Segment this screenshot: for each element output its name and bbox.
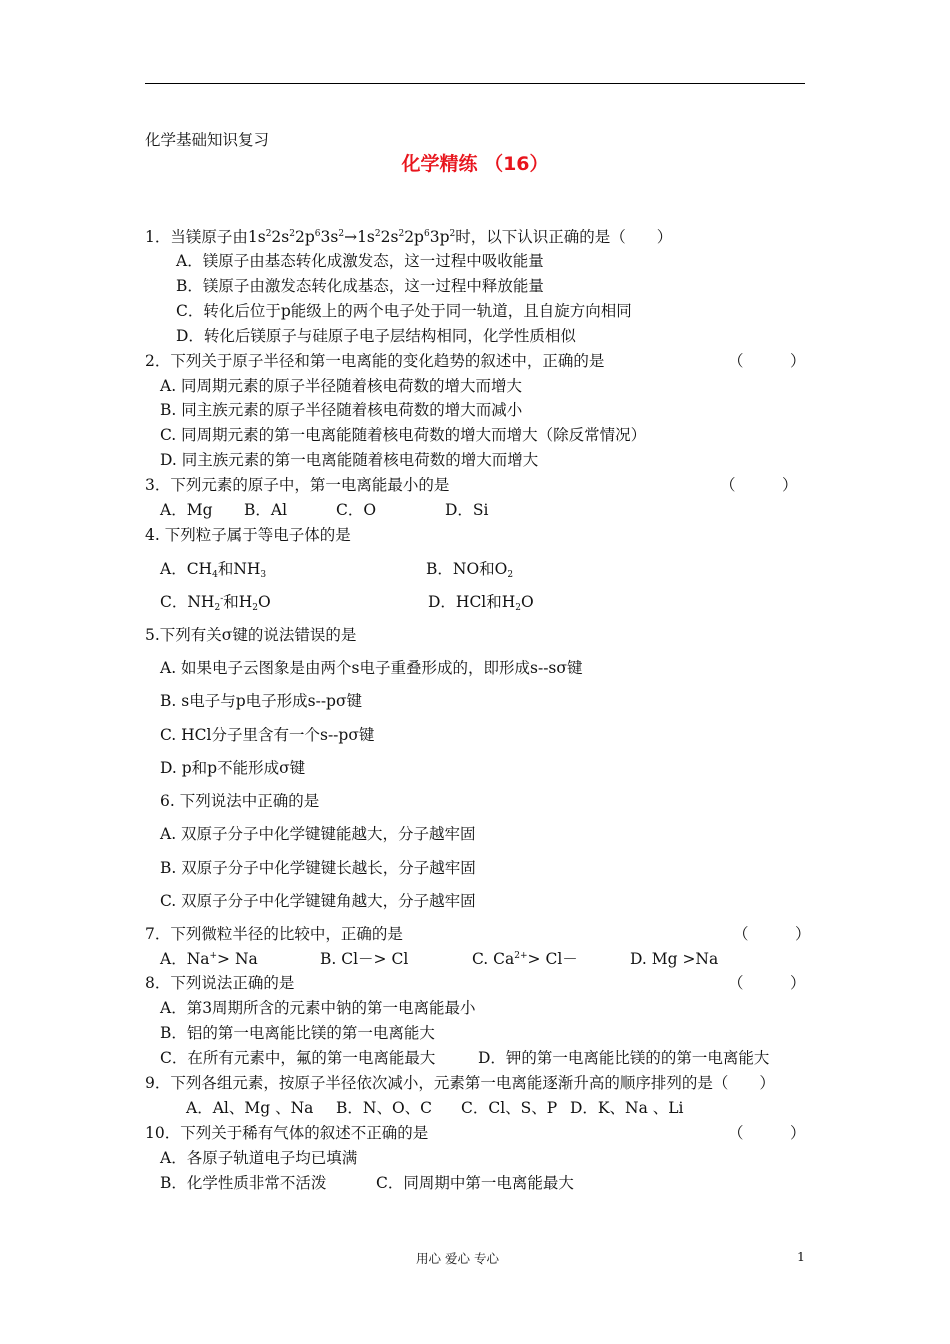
q1-option-c: C．转化后位于p能级上的两个电子处于同一轨道，且自旋方向相同 [176, 302, 632, 320]
q3-answer-paren: （ ） [720, 476, 798, 494]
header-rule [145, 83, 805, 84]
q3-option-a: A．Mg [160, 501, 213, 519]
q5-stem: 5.下列有关σ键的说法错误的是 [145, 626, 357, 644]
q9-stem: 9．下列各组元素，按原子半径依次减小，元素第一电离能逐渐升高的顺序排列的是（ ） [145, 1074, 775, 1092]
q3-option-d: D．Si [445, 501, 489, 519]
q2-option-b: B. 同主族元素的原子半径随着核电荷数的增大而减小 [160, 401, 523, 419]
q10-answer-paren: （ ） [728, 1124, 806, 1142]
q9-option-a: A．Al、Mg 、Na [186, 1099, 314, 1117]
q5-option-d: D. p和p不能形成σ键 [160, 759, 306, 777]
q10-option-c: C．同周期中第一电离能最大 [376, 1174, 574, 1192]
q4-stem: 4. 下列粒子属于等电子体的是 [145, 526, 351, 544]
q7-option-d: D. Mg >Na [630, 950, 719, 968]
footer-motto: 用心 爱心 专心 [416, 1251, 499, 1266]
q8-option-b: B．铝的第一电离能比镁的第一电离能大 [160, 1024, 435, 1042]
q7-stem: 7．下列微粒半径的比较中，正确的是 [145, 925, 403, 943]
q3-option-b: B．Al [244, 501, 288, 519]
q5-option-c: C. HCl分子里含有一个s--pσ键 [160, 726, 375, 744]
q2-stem: 2．下列关于原子半径和第一电离能的变化趋势的叙述中，正确的是 [145, 352, 605, 370]
q8-option-d: D．钾的第一电离能比镁的的第一电离能大 [478, 1049, 770, 1067]
q6-option-a: A. 双原子分子中化学键键能越大，分子越牢固 [160, 825, 476, 843]
q3-option-c: C．O [336, 501, 377, 519]
q7-option-a: A．Na+> Na [160, 950, 258, 968]
q6-option-b: B. 双原子分子中化学键键长越长，分子越牢固 [160, 859, 476, 877]
q10-option-b: B．化学性质非常不活泼 [160, 1174, 327, 1192]
q2-option-d: D. 同主族元素的第一电离能随着核电荷数的增大而增大 [160, 451, 539, 469]
q10-option-a: A．各原子轨道电子均已填满 [160, 1149, 358, 1167]
q3-stem: 3．下列元素的原子中，第一电离能最小的是 [145, 476, 450, 494]
q5-option-b: B. s电子与p电子形成s--pσ键 [160, 692, 363, 710]
q4-option-d: D．HCl和$H_2O$ [428, 593, 534, 613]
q4-option-a: A．$CH_4$和$NH_3$ [160, 560, 267, 580]
q4-option-c: C．$NH_2^-$和$H_2O$ [160, 593, 271, 613]
q1-stem: 1．当镁原子由$1s^22s^22p^63s^2\to 1s^22s^22p^63p^2$时，以下认识正确的是（ ） [145, 228, 673, 246]
page-title: 化学精练 （16） [401, 153, 549, 175]
q1-option-b: B．镁原子由激发态转化成基态，这一过程中释放能量 [176, 277, 544, 295]
q4-option-b: B．NO和$O_2$ [426, 560, 514, 580]
q6-option-c: C. 双原子分子中化学键键角越大，分子越牢固 [160, 892, 476, 910]
subject-heading: 化学基础知识复习 [145, 131, 270, 149]
q5-option-a: A. 如果电子云图象是由两个s电子重叠形成的，即形成s--sσ键 [160, 659, 583, 677]
q2-option-a: A. 同周期元素的原子半径随着核电荷数的增大而增大 [160, 377, 523, 395]
q6-stem: 6. 下列说法中正确的是 [160, 792, 320, 810]
q9-option-d: D．K、Na 、Li [570, 1099, 684, 1117]
q8-option-c: C．在所有元素中，氟的第一电离能最大 [160, 1049, 436, 1067]
q8-answer-paren: （ ） [728, 974, 806, 992]
q7-option-c: C. $Ca^{2+}> Cl-$ [472, 950, 578, 968]
q9-option-c: C．Cl、S、P [461, 1099, 558, 1117]
q7-option-b: B. Cl－> Cl [320, 950, 409, 968]
q1-option-a: A．镁原子由基态转化成激发态，这一过程中吸收能量 [176, 252, 544, 270]
q8-option-a: A．第3周期所含的元素中钠的第一电离能最小 [160, 999, 476, 1017]
page-number: 1 [797, 1249, 805, 1264]
q7-answer-paren: （ ） [733, 925, 811, 943]
q1-option-d: D．转化后镁原子与硅原子电子层结构相同，化学性质相似 [176, 327, 576, 345]
q2-answer-paren: （ ） [728, 352, 806, 370]
q2-option-c: C. 同周期元素的第一电离能随着核电荷数的增大而增大（除反常情况） [160, 426, 647, 444]
q8-stem: 8．下列说法正确的是 [145, 974, 295, 992]
q9-option-b: B．N、O、C [336, 1099, 433, 1117]
q10-stem: 10．下列关于稀有气体的叙述不正确的是 [145, 1124, 429, 1142]
